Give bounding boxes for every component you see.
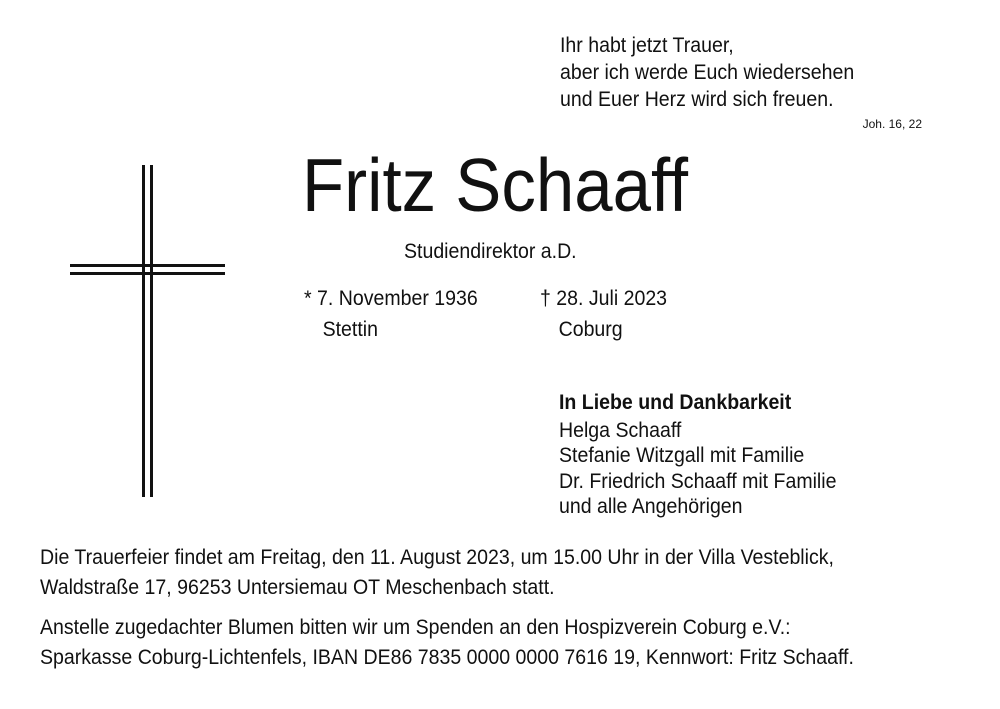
donation-notice <box>40 613 854 673</box>
deceased-name: Fritz Schaaff <box>302 143 689 227</box>
death-info <box>540 283 667 345</box>
family-member: Dr. Friedrich Schaaff mit Familie <box>559 469 837 493</box>
birth-place: Stettin <box>322 318 378 341</box>
funeral-notice-line: Waldstraße 17, 96253 Untersiemau OT Meschenbach statt. <box>40 576 555 599</box>
bible-verse <box>560 32 854 113</box>
funeral-notice <box>40 543 834 603</box>
cross-icon <box>70 165 225 497</box>
birth-info <box>304 283 478 345</box>
verse-reference: Joh. 16, 22 <box>862 117 922 131</box>
verse-line: und Euer Herz wird sich freuen. <box>560 88 834 111</box>
family-member: Stefanie Witzgall mit Familie <box>559 444 805 467</box>
family-heading: In Liebe und Dankbarkeit <box>559 391 792 414</box>
death-place: Coburg <box>558 318 623 341</box>
family-block <box>559 390 836 520</box>
birth-date: * 7. November 1936 <box>304 287 478 310</box>
donation-notice-line: Sparkasse Coburg-Lichtenfels, IBAN DE86 7835 0000 0000 7616 19, Kennwort: Fritz Schaaff. <box>40 646 854 669</box>
deceased-title: Studiendirektor a.D. <box>404 240 577 263</box>
donation-notice-line: Anstelle zugedachter Blumen bitten wir um Spenden an den Hospizverein Coburg e.V.: <box>40 616 791 639</box>
verse-line: aber ich werde Euch wiedersehen <box>560 61 855 84</box>
funeral-notice-line: Die Trauerfeier findet am Freitag, den 11. August 2023, um 15.00 Uhr in der Villa Vesteblick, <box>40 546 834 569</box>
family-member: und alle Angehörigen <box>559 495 743 518</box>
family-member: Helga Schaaff <box>559 418 682 442</box>
death-date: † 28. Juli 2023 <box>540 287 668 310</box>
verse-line: Ihr habt jetzt Trauer, <box>560 34 734 57</box>
